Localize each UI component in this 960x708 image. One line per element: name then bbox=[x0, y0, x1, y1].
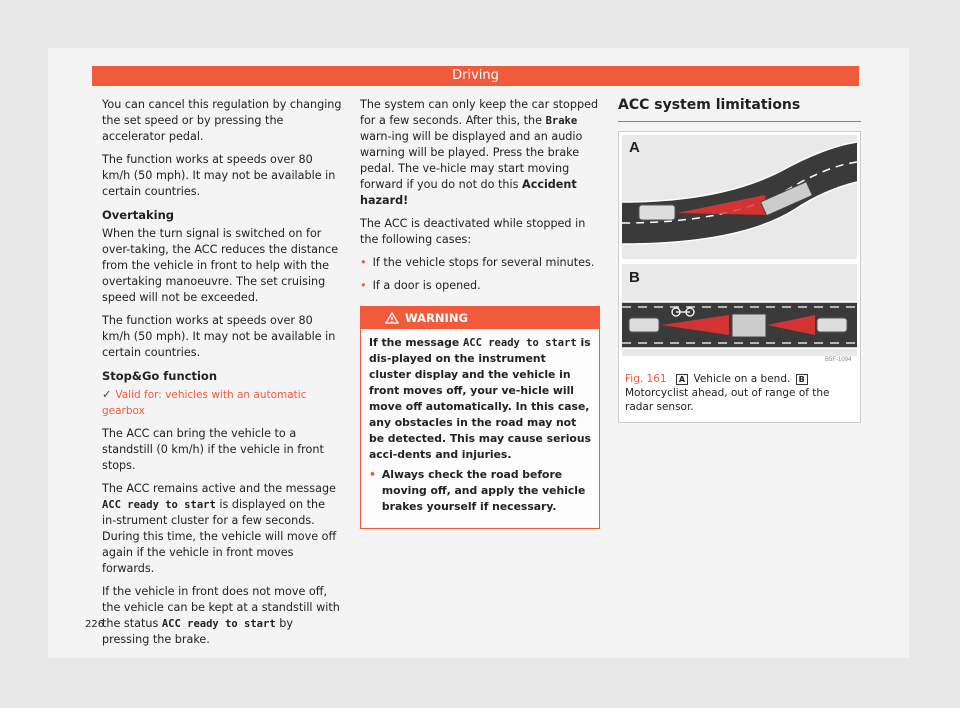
warning-triangle-icon bbox=[385, 312, 399, 324]
bullet-icon: • bbox=[360, 256, 367, 269]
chapter-header: Driving bbox=[92, 66, 859, 86]
warning-header bbox=[361, 307, 599, 329]
caption-text: Vehicle on a bend. bbox=[693, 373, 791, 385]
figure-number: Fig. 161 bbox=[625, 373, 667, 385]
list-item bbox=[360, 278, 600, 294]
badge-a: A bbox=[676, 374, 688, 385]
figure-code: B5F-1094 bbox=[825, 357, 852, 363]
column-3 bbox=[618, 97, 861, 423]
text: If the message bbox=[369, 336, 463, 349]
list-item-text: Always check the road before moving off, and apply the vehicle brakes yourself if necessary. bbox=[381, 468, 586, 513]
caption-text: Motorcyclist ahead, out of range of the radar sensor. bbox=[625, 387, 830, 413]
figure bbox=[618, 131, 861, 423]
check-icon: ✓ bbox=[102, 388, 112, 401]
list-item-text: If the vehicle stops for several minutes. bbox=[372, 256, 595, 269]
text: The ACC remains active and the message bbox=[102, 482, 336, 495]
warning-box bbox=[360, 306, 600, 529]
paragraph: The function works at speeds over 80 km/h (50 mph). It may not be available in certain countries. bbox=[102, 314, 336, 359]
validity-note bbox=[102, 387, 342, 419]
paragraph: The function works at speeds over 80 km/h (50 mph). It may not be available in certain countries. bbox=[102, 153, 336, 198]
column-2 bbox=[360, 97, 600, 529]
paragraph: You can cancel this regulation by changing the set speed or by pressing the accelerator pedal. bbox=[102, 98, 342, 143]
list-item-text: If a door is opened. bbox=[372, 279, 481, 292]
acc-limitation-illustration bbox=[619, 132, 860, 364]
text: warn-ing will be displayed and an audio warning will be played. Press the brake pedal. The ve-hicle may start moving forward if you do not do this bbox=[360, 130, 583, 191]
panel-label-b: B bbox=[629, 269, 640, 286]
warning-title: WARNING bbox=[405, 311, 468, 325]
text: If the vehicle in front does not move off, the vehicle can be kept at a standstill with the status bbox=[102, 585, 340, 630]
subheading-stopgo: Stop&Go function bbox=[102, 369, 218, 383]
list-item bbox=[360, 255, 600, 271]
page-number: 226 bbox=[85, 619, 105, 630]
section-heading: ACC system limitations bbox=[618, 97, 861, 122]
display-message: ACC ready to start bbox=[161, 618, 276, 630]
warning-paragraph bbox=[369, 335, 591, 463]
badge-b: B bbox=[796, 374, 808, 385]
bullet-icon: • bbox=[360, 279, 367, 292]
warning-list-item bbox=[369, 467, 591, 515]
bullet-icon: • bbox=[369, 468, 376, 481]
hazard-text: Accident hazard! bbox=[360, 178, 577, 207]
validity-text: Valid for: vehicles with an automatic gearbox bbox=[102, 389, 307, 417]
text: The system can only keep the car stopped for a few seconds. After this, the bbox=[360, 98, 599, 127]
panel-label-a: A bbox=[629, 139, 640, 156]
warning-body bbox=[361, 329, 599, 528]
paragraph: When the turn signal is switched on for over-taking, the ACC reduces the distance from the vehicle in front to help with the overtaking manoeuvre. The set cruising speed will not be exceeded. bbox=[102, 227, 339, 304]
figure-caption bbox=[619, 368, 860, 422]
paragraph bbox=[360, 97, 600, 209]
subheading-overtaking: Overtaking bbox=[102, 208, 175, 222]
display-message: ACC ready to start bbox=[462, 337, 577, 349]
display-message: Brake bbox=[545, 115, 578, 127]
text: by pressing the brake. bbox=[102, 617, 293, 646]
display-message: ACC ready to start bbox=[102, 499, 216, 511]
paragraph bbox=[102, 584, 342, 648]
text: is dis-played on the instrument cluster display and the vehicle in front moves off, your ve-hicle will move off automatically. In this case, any obstacles in the road may not be detected. This may cause serious acci-dents and injuries. bbox=[369, 336, 591, 461]
paragraph: The ACC is deactivated while stopped in the following cases: bbox=[360, 217, 586, 246]
column-1 bbox=[102, 97, 342, 655]
paragraph: The ACC can bring the vehicle to a standstill (0 km/h) if the vehicle in front stops. bbox=[102, 427, 324, 472]
text: is displayed on the in-strument cluster for a few seconds. During this time, the vehicle will move off again if the vehicle in front moves forwards. bbox=[102, 498, 337, 575]
paragraph bbox=[102, 481, 342, 577]
